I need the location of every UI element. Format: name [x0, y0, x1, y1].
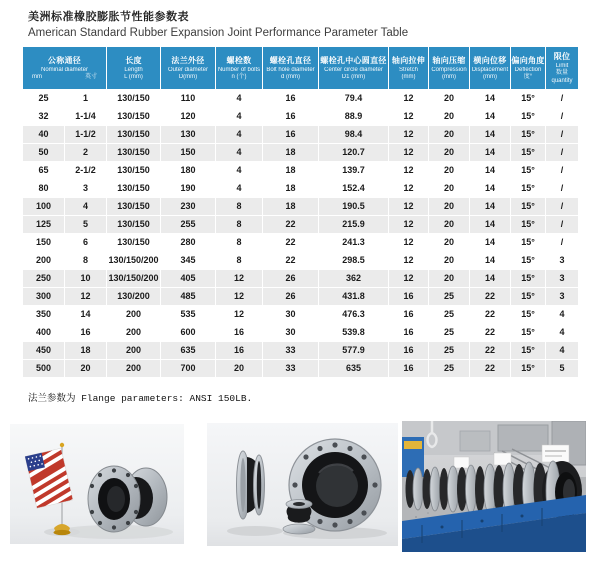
- table-cell: 50: [23, 144, 65, 162]
- table-cell: 16: [263, 108, 319, 126]
- column-header-deflection: 偏向角度 Deflection 度°: [511, 47, 546, 90]
- table-cell: 255: [161, 216, 216, 234]
- table-cell: /: [546, 180, 579, 198]
- table-cell: 14: [470, 180, 511, 198]
- table-cell: 150: [161, 144, 216, 162]
- table-cell: 14: [470, 234, 511, 252]
- table-cell: 14: [470, 162, 511, 180]
- table-cell: 15°: [511, 324, 546, 342]
- table-cell: 4: [546, 324, 579, 342]
- photo-expansion-joints-group: [207, 423, 398, 546]
- table-cell: 3: [546, 288, 579, 306]
- table-cell: 20: [429, 198, 470, 216]
- table-cell: 12: [216, 270, 263, 288]
- table-cell: 15°: [511, 180, 546, 198]
- table-cell: 14: [470, 108, 511, 126]
- table-cell: 110: [161, 90, 216, 108]
- table-cell: 40: [23, 126, 65, 144]
- table-cell: 20: [65, 360, 107, 378]
- table-cell: 16: [263, 90, 319, 108]
- table-cell: 4: [546, 342, 579, 360]
- table-cell: 405: [161, 270, 216, 288]
- table-cell: 200: [23, 252, 65, 270]
- table-cell: 3: [65, 180, 107, 198]
- table-cell: 15°: [511, 234, 546, 252]
- table-cell: 20: [429, 216, 470, 234]
- table-cell: 15°: [511, 252, 546, 270]
- table-body: [23, 90, 579, 378]
- table-cell: 22: [470, 288, 511, 306]
- table-cell: 12: [389, 216, 429, 234]
- table-cell: 14: [470, 126, 511, 144]
- table-cell: 20: [429, 252, 470, 270]
- column-header-bolt-hole-diameter: 螺栓孔直径 Bolt hole diameter d (mm): [263, 47, 319, 90]
- table-cell: /: [546, 144, 579, 162]
- table-cell: 25: [429, 360, 470, 378]
- table-cell: 6: [65, 234, 107, 252]
- table-cell: 79.4: [319, 90, 389, 108]
- table-cell: 5: [546, 360, 579, 378]
- table-cell: 539.8: [319, 324, 389, 342]
- table-cell: 20: [429, 126, 470, 144]
- page-title-english: American Standard Rubber Expansion Joint Performance Parameter Table: [28, 26, 409, 39]
- table-cell: 190.5: [319, 198, 389, 216]
- table-cell: 241.3: [319, 234, 389, 252]
- table-cell: 4: [546, 306, 579, 324]
- table-cell: 180: [161, 162, 216, 180]
- table-cell: 16: [263, 126, 319, 144]
- table-cell: 22: [263, 252, 319, 270]
- table-cell: 22: [470, 324, 511, 342]
- table-cell: 130/150: [107, 108, 161, 126]
- table-cell: 33: [263, 360, 319, 378]
- table-cell: 18: [263, 162, 319, 180]
- table-cell: 130/150/200: [107, 252, 161, 270]
- table-cell: 14: [470, 144, 511, 162]
- table-cell: 2: [65, 144, 107, 162]
- table-cell: 15°: [511, 126, 546, 144]
- table-cell: 10: [65, 270, 107, 288]
- product-photos: [0, 420, 600, 554]
- table-cell: 30: [263, 324, 319, 342]
- table-cell: 150: [23, 234, 65, 252]
- table-row: [23, 198, 579, 216]
- table-cell: 8: [216, 216, 263, 234]
- table-row: [23, 108, 579, 126]
- table-cell: 30: [263, 306, 319, 324]
- table-cell: /: [546, 126, 579, 144]
- table-cell: 18: [65, 342, 107, 360]
- table-cell: 16: [389, 360, 429, 378]
- table-cell: /: [546, 162, 579, 180]
- table-cell: 12: [389, 198, 429, 216]
- table-cell: 18: [263, 198, 319, 216]
- table-cell: 26: [263, 270, 319, 288]
- table-cell: 25: [429, 342, 470, 360]
- table-cell: 12: [389, 108, 429, 126]
- table-cell: 2-1/2: [65, 162, 107, 180]
- table-cell: 4: [216, 126, 263, 144]
- table-cell: 4: [216, 108, 263, 126]
- table-cell: 535: [161, 306, 216, 324]
- table-cell: 25: [429, 324, 470, 342]
- flange-parameters-note: 法兰参数为 Flange parameters: ANSI 150LB.: [28, 393, 253, 405]
- flag-joint-illustration: [10, 424, 184, 544]
- table-row: [23, 162, 579, 180]
- table-row: [23, 360, 579, 378]
- table-cell: 14: [470, 198, 511, 216]
- column-header-compression: 轴向压缩 Compression (mm): [429, 47, 470, 90]
- table-row: [23, 270, 579, 288]
- table-cell: 200: [107, 342, 161, 360]
- table-cell: 12: [216, 306, 263, 324]
- page-title-chinese: 美洲标准橡胶膨胀节性能参数表: [28, 11, 189, 23]
- table-cell: 362: [319, 270, 389, 288]
- table-cell: 15°: [511, 144, 546, 162]
- table-cell: 130/150/200: [107, 270, 161, 288]
- table-cell: 12: [216, 288, 263, 306]
- table-cell: 20: [429, 180, 470, 198]
- column-header-stretch: 轴向拉伸 Stretch (mm): [389, 47, 429, 90]
- table-cell: 485: [161, 288, 216, 306]
- table-cell: 120.7: [319, 144, 389, 162]
- table-cell: 152.4: [319, 180, 389, 198]
- table-cell: 476.3: [319, 306, 389, 324]
- table-row: [23, 144, 579, 162]
- table-cell: 230: [161, 198, 216, 216]
- table-cell: 120: [161, 108, 216, 126]
- table-cell: 8: [216, 198, 263, 216]
- table-cell: 200: [107, 360, 161, 378]
- table-cell: 12: [389, 126, 429, 144]
- column-header-number-of-bolts: 螺栓数 Number of bolts n (个): [216, 47, 263, 90]
- table-row: [23, 234, 579, 252]
- table-cell: 450: [23, 342, 65, 360]
- table-cell: 20: [429, 144, 470, 162]
- table-cell: 12: [389, 90, 429, 108]
- column-header-displacement: 横向位移 Displacement (mm): [470, 47, 511, 90]
- table-cell: 20: [216, 360, 263, 378]
- table-cell: 635: [319, 360, 389, 378]
- table-cell: 4: [216, 180, 263, 198]
- table-cell: 250: [23, 270, 65, 288]
- column-header-length: 长度 Length L (mm): [107, 47, 161, 90]
- table-cell: 33: [263, 342, 319, 360]
- table-cell: 22: [470, 360, 511, 378]
- table-cell: 130/150: [107, 90, 161, 108]
- table-header: [23, 47, 579, 90]
- table-cell: 15°: [511, 342, 546, 360]
- table-cell: 130: [161, 126, 216, 144]
- table-cell: 8: [216, 252, 263, 270]
- table-cell: 345: [161, 252, 216, 270]
- table-cell: 298.5: [319, 252, 389, 270]
- table-row: [23, 216, 579, 234]
- table-cell: 88.9: [319, 108, 389, 126]
- column-header-limit: 限位 Limit 数量 quantity: [546, 47, 579, 90]
- joints-group-illustration: [207, 423, 398, 546]
- table-cell: /: [546, 198, 579, 216]
- table-cell: 3: [546, 252, 579, 270]
- table-row: [23, 180, 579, 198]
- table-cell: 16: [389, 288, 429, 306]
- table-cell: 14: [470, 90, 511, 108]
- table-cell: 15°: [511, 162, 546, 180]
- table-row: [23, 306, 579, 324]
- table-cell: 500: [23, 360, 65, 378]
- table-cell: 20: [429, 108, 470, 126]
- table-cell: 130/150: [107, 198, 161, 216]
- table-row: [23, 324, 579, 342]
- table-cell: 100: [23, 198, 65, 216]
- table-cell: 15°: [511, 306, 546, 324]
- table-cell: 125: [23, 216, 65, 234]
- table-cell: 200: [107, 306, 161, 324]
- header-row: [23, 47, 579, 90]
- table-cell: /: [546, 108, 579, 126]
- table-cell: 14: [470, 216, 511, 234]
- table-cell: 130/150: [107, 216, 161, 234]
- table-cell: 18: [263, 144, 319, 162]
- photo-factory-joints-row: [402, 421, 586, 552]
- table-cell: 26: [263, 288, 319, 306]
- table-cell: 4: [65, 198, 107, 216]
- table-cell: 4: [216, 144, 263, 162]
- table-cell: 3: [546, 270, 579, 288]
- table-cell: 25: [429, 288, 470, 306]
- table-cell: 15°: [511, 90, 546, 108]
- table-cell: 5: [65, 216, 107, 234]
- table-cell: /: [546, 90, 579, 108]
- table-cell: 600: [161, 324, 216, 342]
- table-cell: 16: [65, 324, 107, 342]
- table-cell: 16: [389, 342, 429, 360]
- table-cell: 130/150: [107, 144, 161, 162]
- table-cell: 65: [23, 162, 65, 180]
- column-header-center-circle-diameter: 螺栓孔中心圆直径 Center circle diameter D1 (mm): [319, 47, 389, 90]
- table-cell: 130/200: [107, 288, 161, 306]
- table-cell: 15°: [511, 198, 546, 216]
- photo-flag-expansion-joint: [10, 424, 184, 544]
- table-cell: 200: [107, 324, 161, 342]
- factory-illustration: [402, 421, 586, 552]
- column-header-nominal-diameter: 公称通径 Nominal diameter mm 英寸: [23, 47, 107, 90]
- table-cell: 18: [263, 180, 319, 198]
- title-block: [0, 0, 600, 41]
- table-cell: 22: [263, 234, 319, 252]
- table-cell: 1: [65, 90, 107, 108]
- table-row: [23, 126, 579, 144]
- table-cell: 700: [161, 360, 216, 378]
- table-cell: 15°: [511, 270, 546, 288]
- table-row: [23, 288, 579, 306]
- table-cell: 12: [389, 270, 429, 288]
- table-cell: 16: [389, 306, 429, 324]
- table-cell: 12: [389, 144, 429, 162]
- table-cell: 15°: [511, 108, 546, 126]
- table-cell: 4: [216, 162, 263, 180]
- table-cell: 12: [65, 288, 107, 306]
- table-cell: 15°: [511, 360, 546, 378]
- table-cell: 20: [429, 90, 470, 108]
- table-cell: 1-1/2: [65, 126, 107, 144]
- table-cell: 8: [216, 234, 263, 252]
- table-cell: 190: [161, 180, 216, 198]
- table-cell: 20: [429, 270, 470, 288]
- table-cell: 215.9: [319, 216, 389, 234]
- table-cell: 15°: [511, 216, 546, 234]
- table-cell: 12: [389, 180, 429, 198]
- table-cell: 431.8: [319, 288, 389, 306]
- table-cell: 130/150: [107, 162, 161, 180]
- table-cell: 16: [216, 342, 263, 360]
- table-cell: 14: [470, 270, 511, 288]
- table-cell: 4: [216, 90, 263, 108]
- table-cell: 139.7: [319, 162, 389, 180]
- table-cell: 12: [389, 252, 429, 270]
- table-cell: 130/150: [107, 234, 161, 252]
- table-cell: 80: [23, 180, 65, 198]
- table-cell: 130/150: [107, 180, 161, 198]
- table-row: [23, 342, 579, 360]
- table-cell: 16: [216, 324, 263, 342]
- table-cell: 12: [389, 162, 429, 180]
- table-cell: 98.4: [319, 126, 389, 144]
- table-cell: 350: [23, 306, 65, 324]
- table-cell: 22: [470, 306, 511, 324]
- table-cell: 20: [429, 234, 470, 252]
- table-row: [23, 90, 579, 108]
- table-cell: 20: [429, 162, 470, 180]
- table-row: [23, 252, 579, 270]
- table-cell: 22: [263, 216, 319, 234]
- table-cell: 300: [23, 288, 65, 306]
- table-cell: 15°: [511, 288, 546, 306]
- performance-parameter-table: [22, 46, 579, 378]
- table-cell: 635: [161, 342, 216, 360]
- column-header-outer-diameter: 法兰外径 Outer diameter D(mm): [161, 47, 216, 90]
- table-cell: /: [546, 216, 579, 234]
- table-cell: /: [546, 234, 579, 252]
- table-cell: 25: [429, 306, 470, 324]
- table-cell: 25: [23, 90, 65, 108]
- table-cell: 400: [23, 324, 65, 342]
- table-cell: 577.9: [319, 342, 389, 360]
- table-cell: 280: [161, 234, 216, 252]
- table-cell: 130/150: [107, 126, 161, 144]
- table-cell: 12: [389, 234, 429, 252]
- table-cell: 22: [470, 342, 511, 360]
- table-cell: 14: [470, 252, 511, 270]
- table-cell: 8: [65, 252, 107, 270]
- table-cell: 1-1/4: [65, 108, 107, 126]
- table-cell: 16: [389, 324, 429, 342]
- table-cell: 32: [23, 108, 65, 126]
- table-cell: 14: [65, 306, 107, 324]
